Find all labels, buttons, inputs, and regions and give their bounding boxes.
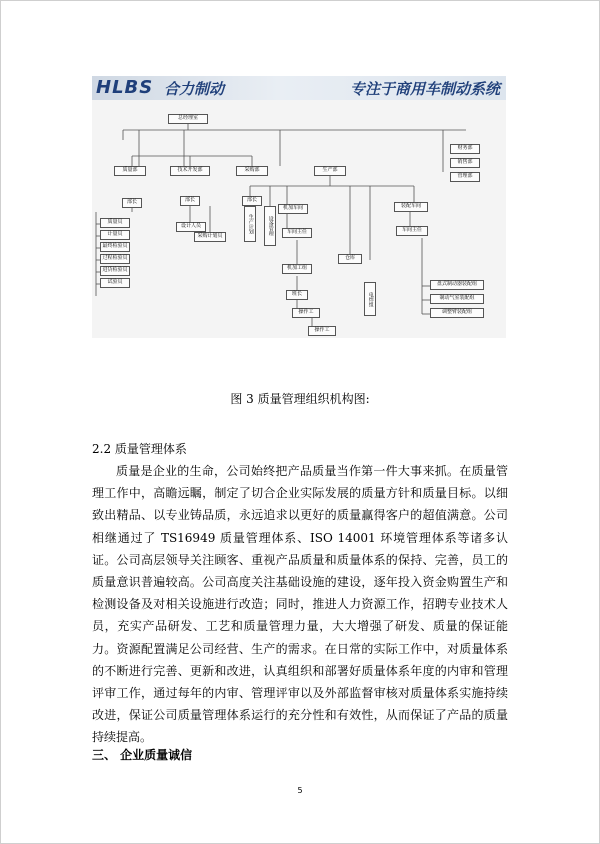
node-qa-staff-5: 试验员 [100, 278, 130, 288]
node-sales-dept: 销售部 [450, 158, 480, 168]
node-assembly-line-0: 盘式制动器装配组 [430, 280, 484, 290]
brand-logo: HLBS [96, 77, 154, 98]
node-team-leader: 班长 [286, 290, 308, 300]
company-banner [92, 76, 506, 100]
node-qa-staff-3: 过程检验员 [100, 254, 130, 264]
node-operator: 操作工 [292, 308, 320, 318]
subsection-heading: 2.2 质量管理体系 [92, 442, 187, 456]
node-warehouse: 仓库 [338, 254, 362, 264]
node-assembly-line-2: 调整臂装配组 [430, 308, 484, 318]
node-management-dept: 管理部 [450, 172, 480, 182]
node-tech-head: 部长 [180, 196, 200, 206]
section-title: 三、 企业质量诚信 [92, 748, 193, 762]
node-finance-dept: 财务部 [450, 144, 480, 154]
node-qa-staff-4: 进货检验员 [100, 266, 130, 276]
company-slogan: 专注于商用车制动系统 [349, 80, 500, 98]
figure-caption: 图 3 质量管理组织机构图: [230, 392, 370, 406]
node-electrician: 电焊组 [364, 282, 376, 316]
node-tech-dept: 技术开发部 [170, 166, 210, 176]
node-production-dept: 生产部 [314, 166, 346, 176]
node-quality-head: 部长 [122, 198, 142, 208]
node-general-manager: 总经理室 [168, 114, 208, 124]
node-purchase-head: 部长 [242, 196, 262, 206]
brand-chinese-name: 合力制动 [164, 80, 225, 98]
node-machining-director: 车间主任 [282, 228, 312, 238]
node-quality-dept: 质量部 [114, 166, 146, 176]
org-chart [92, 100, 506, 338]
node-qa-staff-2: 最终检验员 [100, 242, 130, 252]
node-machining-shop: 机加车间 [278, 204, 308, 214]
node-purchase-dept: 采购部 [236, 166, 268, 176]
node-equipment-mgmt: 设备管理 [264, 206, 276, 246]
node-purchase-planner: 采购计划员 [194, 232, 226, 242]
body-paragraph: 质量是企业的生命，公司始终把产品质量当作第一件大事来抓。在质量管理工作中，高瞻远瞩，制定了切合企业实际发展的质量方针和质量目标。以细致出精品、以专业铸品质，永远追求以更好的质量赢得客户的超值满意。公司相继通过了 TS16949 质量管理体系、ISO 14001 环境管理体系等诸多认证。公司高层领导关注顾客、重视产品质量和质量体系的保持、完善，员工的质量意识普遍较高。公司高度关注基础设施的建设，逐年投入资金购置生产和检测设备及对相关设施进行改造；同时，推进人力资源工作，招聘专业技术人员，充实产品研发、工艺和质量管理力量，大大增强了研发、质量的保证能力。资源配置满足公司经营、生产的需求。在日常的实际工作中，对质量体系的不断进行完善、更新和改进，认真组织和部署好质量体系年度的内审和管理评审工作，通过每年的内审、管理评审以及外部监督审核对质量体系实施持续改进，保证公司质量管理体系运行的充分性和有效性，从而保证了产品的质量持续提高。 [92, 464, 508, 745]
node-production-planning: 生产计划 [244, 206, 256, 242]
node-machining-group: 机加工组 [282, 264, 312, 274]
node-assembly-shop: 装配车间 [394, 202, 428, 212]
node-designer: 设计人员 [176, 222, 206, 232]
node-qa-staff-1: 计量员 [100, 230, 130, 240]
node-operator-2: 操作工 [308, 326, 336, 336]
node-assembly-line-1: 制动气室装配组 [430, 294, 484, 304]
page-number: 5 [297, 786, 303, 795]
node-assembly-director: 车间主任 [396, 226, 428, 236]
node-qa-staff-0: 质量员 [100, 218, 130, 228]
